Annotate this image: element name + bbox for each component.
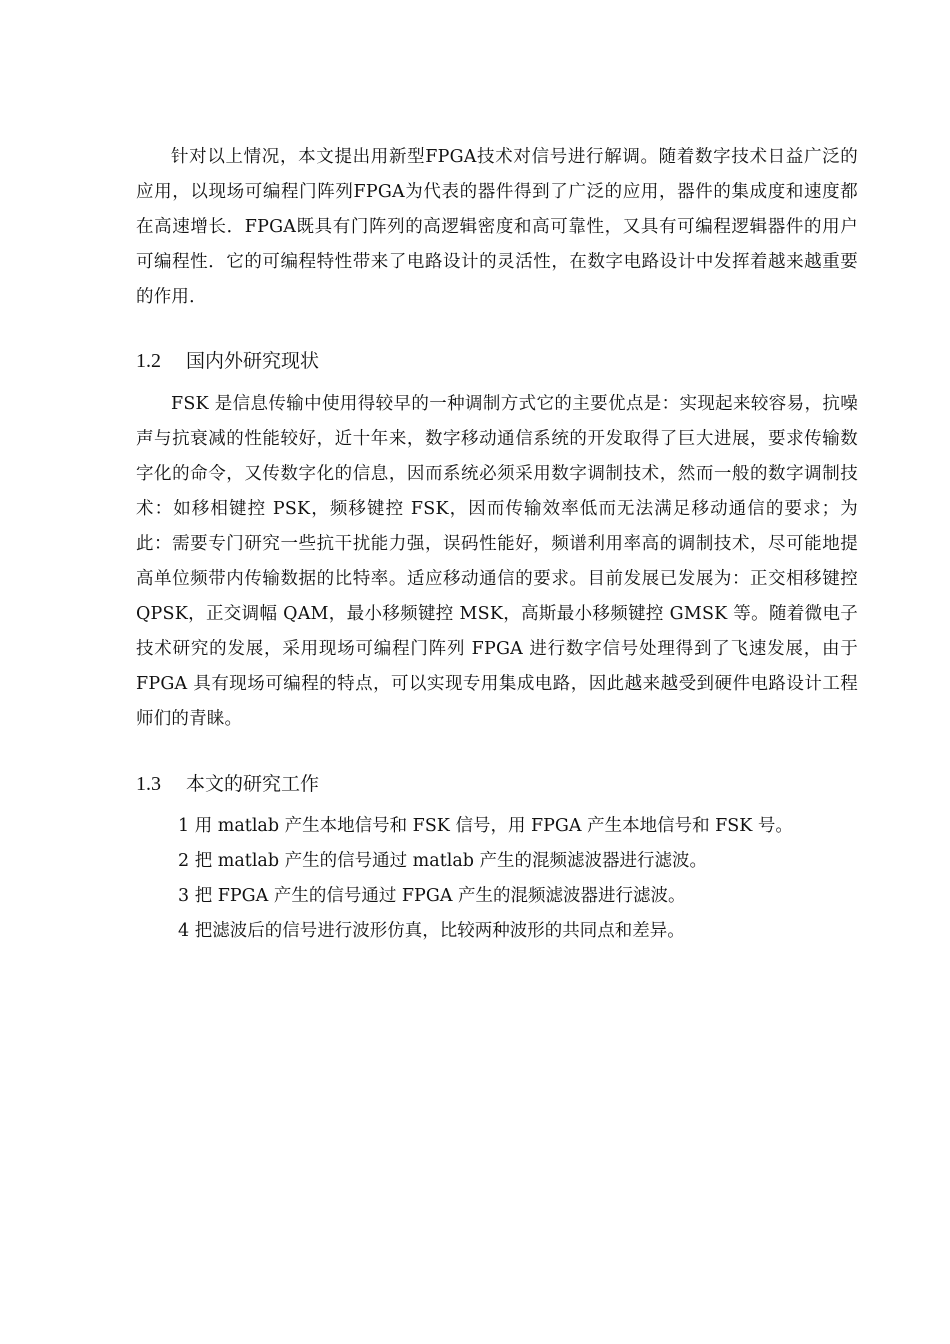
- list-item: 2 把 matlab 产生的信号通过 matlab 产生的混频滤波器进行滤波。: [178, 851, 708, 871]
- section-heading-1-3: [136, 771, 319, 797]
- research-work-list: [178, 809, 793, 949]
- list-item: 3 把 FPGA 产生的信号通过 FPGA 产生的混频滤波器进行滤波。: [178, 886, 686, 906]
- intro-paragraph: 针对以上情况，本文提出用新型FPGA技术对信号进行解调。随着数字技术日益广泛的应用，以现场可编程门阵列FPGA为代表的器件得到了广泛的应用，器件的集成度和速度都在高速增长．FPGA既具有门阵列的高逻辑密度和高可靠性，又具有可编程逻辑器件的用户可编程性．它的可编程特性带来了电路设计的灵活性，在数字电路设计中发挥着越来越重要的作用．: [136, 147, 858, 307]
- list-item: 4 把滤波后的信号进行波形仿真，比较两种波形的共同点和差异。: [178, 921, 685, 941]
- section-number: 1.3: [136, 773, 161, 795]
- section-heading-1-2: [136, 348, 319, 374]
- section-title: 本文的研究工作: [186, 773, 320, 795]
- list-item: 1 用 matlab 产生本地信号和 FSK 信号，用 FPGA 产生本地信号和 FSK 号。: [178, 816, 793, 836]
- section-title: 国内外研究现状: [186, 350, 320, 372]
- research-status-paragraph: FSK 是信息传输中使用得较早的一种调制方式它的主要优点是：实现起来较容易，抗噪声与抗衰减的性能较好，近十年来，数字移动通信系统的开发取得了巨大进展，要求传输数字化的命令，又传数字化的信息，因而系统必须采用数字调制技术，然而一般的数字调制技术：如移相键控 PSK，频移键控 FSK，因而传输效率低而无法满足移动通信的要求；为此：需要专门研究一些抗干扰能力强，误码性能好，频谱利用率高的调制技术，尽可能地提高单位频带内传输数据的比特率。适应移动通信的要求。目前发展已发展为：正交相移键控 QPSK，正交调幅 QAM，最小移频键控 MSK，高斯最小移频键控 GMSK 等。随着微电子技术研究的发展，采用现场可编程门阵列 FPGA 进行数字信号处理得到了飞速发展，由于 FPGA 具有现场可编程的特点，可以实现专用集成电路，因此越来越受到硬件电路设计工程师们的青睐。: [136, 394, 858, 729]
- section-number: 1.2: [136, 350, 161, 372]
